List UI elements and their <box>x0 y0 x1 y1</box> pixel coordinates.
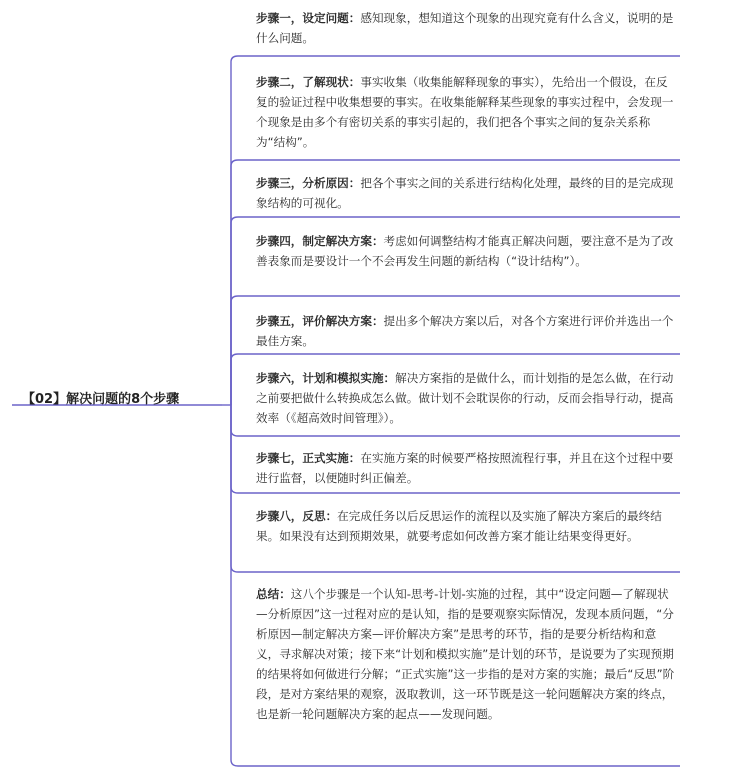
branch-connector-9 <box>231 405 254 766</box>
step-5-node[interactable] <box>256 311 679 351</box>
step-3-node[interactable] <box>256 173 679 213</box>
step-2-title: 步骤二，了解现状： <box>256 75 361 89</box>
branch-connector-6 <box>231 405 254 436</box>
branch-connector-7 <box>231 405 254 493</box>
step-8-node[interactable] <box>256 506 679 546</box>
branch-connector-2 <box>231 160 254 405</box>
step-6-title: 步骤六，计划和模拟实施： <box>256 371 396 385</box>
root-topic[interactable]: 【02】解决问题的8个步骤 <box>22 392 180 407</box>
step-2-text: 事实收集（收集能解释现象的事实），先给出一个假设，在反复的验证过程中收集想要的事实。在收集能解释某些现象的事实过程中，会发现一个现象是由多个有密切关系的事实引起的，我们把各个事实之间的复杂关系称为“结构”。 <box>256 75 674 149</box>
step-8-title: 步骤八，反思： <box>256 509 338 523</box>
branch-connector-4 <box>231 296 254 405</box>
step-7-node[interactable] <box>256 448 679 488</box>
step-4-text: 考虑如何调整结构才能真正解决问题，要注意不是为了改善表象而是要设计一个不会再发生问题的新结构（“设计结构”）。 <box>256 234 674 268</box>
step-1-node[interactable] <box>256 8 679 48</box>
step-7-title: 步骤七，正式实施： <box>256 451 361 465</box>
step-7-text: 在实施方案的时候要严格按照流程行事，并且在这个过程中要进行监督，以便随时纠正偏差。 <box>256 451 674 485</box>
branch-connector-5 <box>231 354 254 405</box>
summary-node[interactable] <box>256 584 679 724</box>
branch-connector-1 <box>231 56 254 405</box>
step-3-title: 步骤三，分析原因： <box>256 176 361 190</box>
branch-connector-8 <box>231 405 254 572</box>
step-6-text: 解决方案指的是做什么，而计划指的是怎么做，在行动之前要把做什么转换成怎么做。做计划不会耽误你的行动，反而会指导行动，提高效率（《超高效时间管理》）。 <box>256 371 674 425</box>
step-1-text: 感知现象，想知道这个现象的出现究竟有什么含义，说明的是什么问题。 <box>256 11 674 45</box>
step-4-title: 步骤四，制定解决方案： <box>256 234 384 248</box>
step-5-title: 步骤五，评价解决方案： <box>256 314 384 328</box>
step-8-text: 在完成任务以后反思运作的流程以及实施了解决方案后的最终结果。如果没有达到预期效果，就要考虑如何改善方案才能让结果变得更好。 <box>256 509 662 543</box>
step-2-node[interactable] <box>256 72 679 152</box>
step-1-title: 步骤一，设定问题： <box>256 11 361 25</box>
summary-text: 这八个步骤是一个认知-思考-计划-实施的过程，其中“设定问题—了解现状—分析原因”这一过程对应的是认知，指的是要观察实际情况，发现本质问题，“分析原因—制定解决方案—评价解决方案”是思考的环节，指的是要分析结构和意义，寻求解决对策；接下来“计划和模拟实施”是计划的环节，是说要为了实现预期的结果将如何做进行分解；“正式实施”这一步指的是对方案的实施；最后“反思”阶段，是对方案结果的观察，汲取教训，这一环节既是这一轮问题解决方案的终点，也是新一轮问题解决方案的起点——发现问题。 <box>256 587 675 721</box>
summary-title: 总结： <box>256 587 291 601</box>
step-5-text: 提出多个解决方案以后，对各个方案进行评价并选出一个最佳方案。 <box>256 314 674 348</box>
branch-connector-3 <box>231 217 254 405</box>
step-4-node[interactable] <box>256 231 679 271</box>
step-3-text: 把各个事实之间的关系进行结构化处理，最终的目的是完成现象结构的可视化。 <box>256 176 674 210</box>
step-6-node[interactable] <box>256 368 679 428</box>
